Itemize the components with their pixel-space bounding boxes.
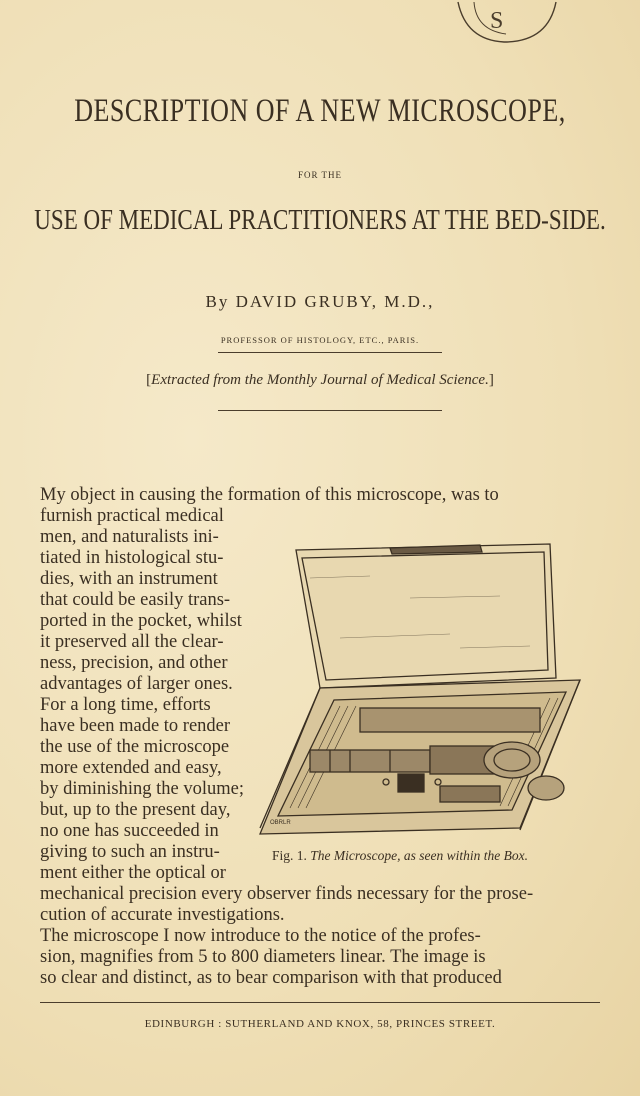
text-line: advantages of larger ones. — [40, 674, 233, 694]
text-line: cution of accurate investigations. — [40, 905, 285, 925]
text-line: dies, with an instrument — [40, 569, 218, 589]
extract-note: [Extracted from the Monthly Journal of Medical Science.] — [146, 372, 494, 388]
text-line: men, and naturalists ini- — [40, 527, 219, 547]
microscope-box-figure — [250, 538, 590, 838]
figure-caption: Fig. 1. The Microscope, as seen within the Box. — [272, 848, 528, 863]
text-line: ness, precision, and other — [40, 653, 228, 673]
svg-text:S: S — [490, 8, 504, 34]
text-line: by diminishing the volume; — [40, 779, 245, 799]
text-line: ported in the pocket, whilst — [40, 611, 242, 631]
author-title: PROFESSOR OF HISTOLOGY, ETC., PARIS. — [220, 335, 420, 345]
text-line: giving to such an instru- — [40, 842, 220, 862]
text-line: My object in causing the formation of this microscope, was to — [40, 485, 499, 505]
text-line: furnish practical medical — [40, 506, 224, 526]
text-line: that could be easily trans- — [40, 590, 231, 610]
author-line: By DAVID GRUBY, M.D., — [205, 292, 435, 311]
title-line-2: USE OF MEDICAL PRACTITIONERS AT THE BED-SIDE. — [34, 203, 606, 235]
text-line: more extended and easy, — [40, 758, 222, 778]
footer-imprint: EDINBURGH : SUTHERLAND AND KNOX, 58, PRINCES STREET. — [144, 1018, 496, 1030]
text-line: have been made to render — [40, 716, 231, 736]
divider-footer — [40, 1002, 600, 1003]
maker-mark: OBRLR — [270, 820, 291, 826]
text-line: but, up to the present day, — [40, 800, 231, 820]
text-line: no one has succeeded in — [40, 821, 219, 841]
title-line-1: DESCRIPTION OF A NEW MICROSCOPE, — [74, 92, 566, 129]
text-line: The microscope I now introduce to the notice of the profes- — [40, 926, 481, 946]
for-the-label: FOR THE — [297, 170, 343, 180]
text-line: ment either the optical or — [40, 863, 226, 883]
text-line: so clear and distinct, as to bear comparison with that produced — [40, 968, 502, 988]
text-line: it preserved all the clear- — [40, 632, 224, 652]
text-line: tiated in histological stu- — [40, 548, 224, 568]
text-line: sion, magnifies from 5 to 800 diameters linear. The image is — [40, 947, 486, 967]
extract-source: Extracted from the Monthly Journal of Medical Science. — [151, 372, 489, 388]
text-line: the use of the microscope — [40, 737, 230, 757]
text-line: mechanical precision every observer finds necessary for the prose- — [40, 884, 534, 904]
text-line: For a long time, efforts — [40, 695, 211, 715]
